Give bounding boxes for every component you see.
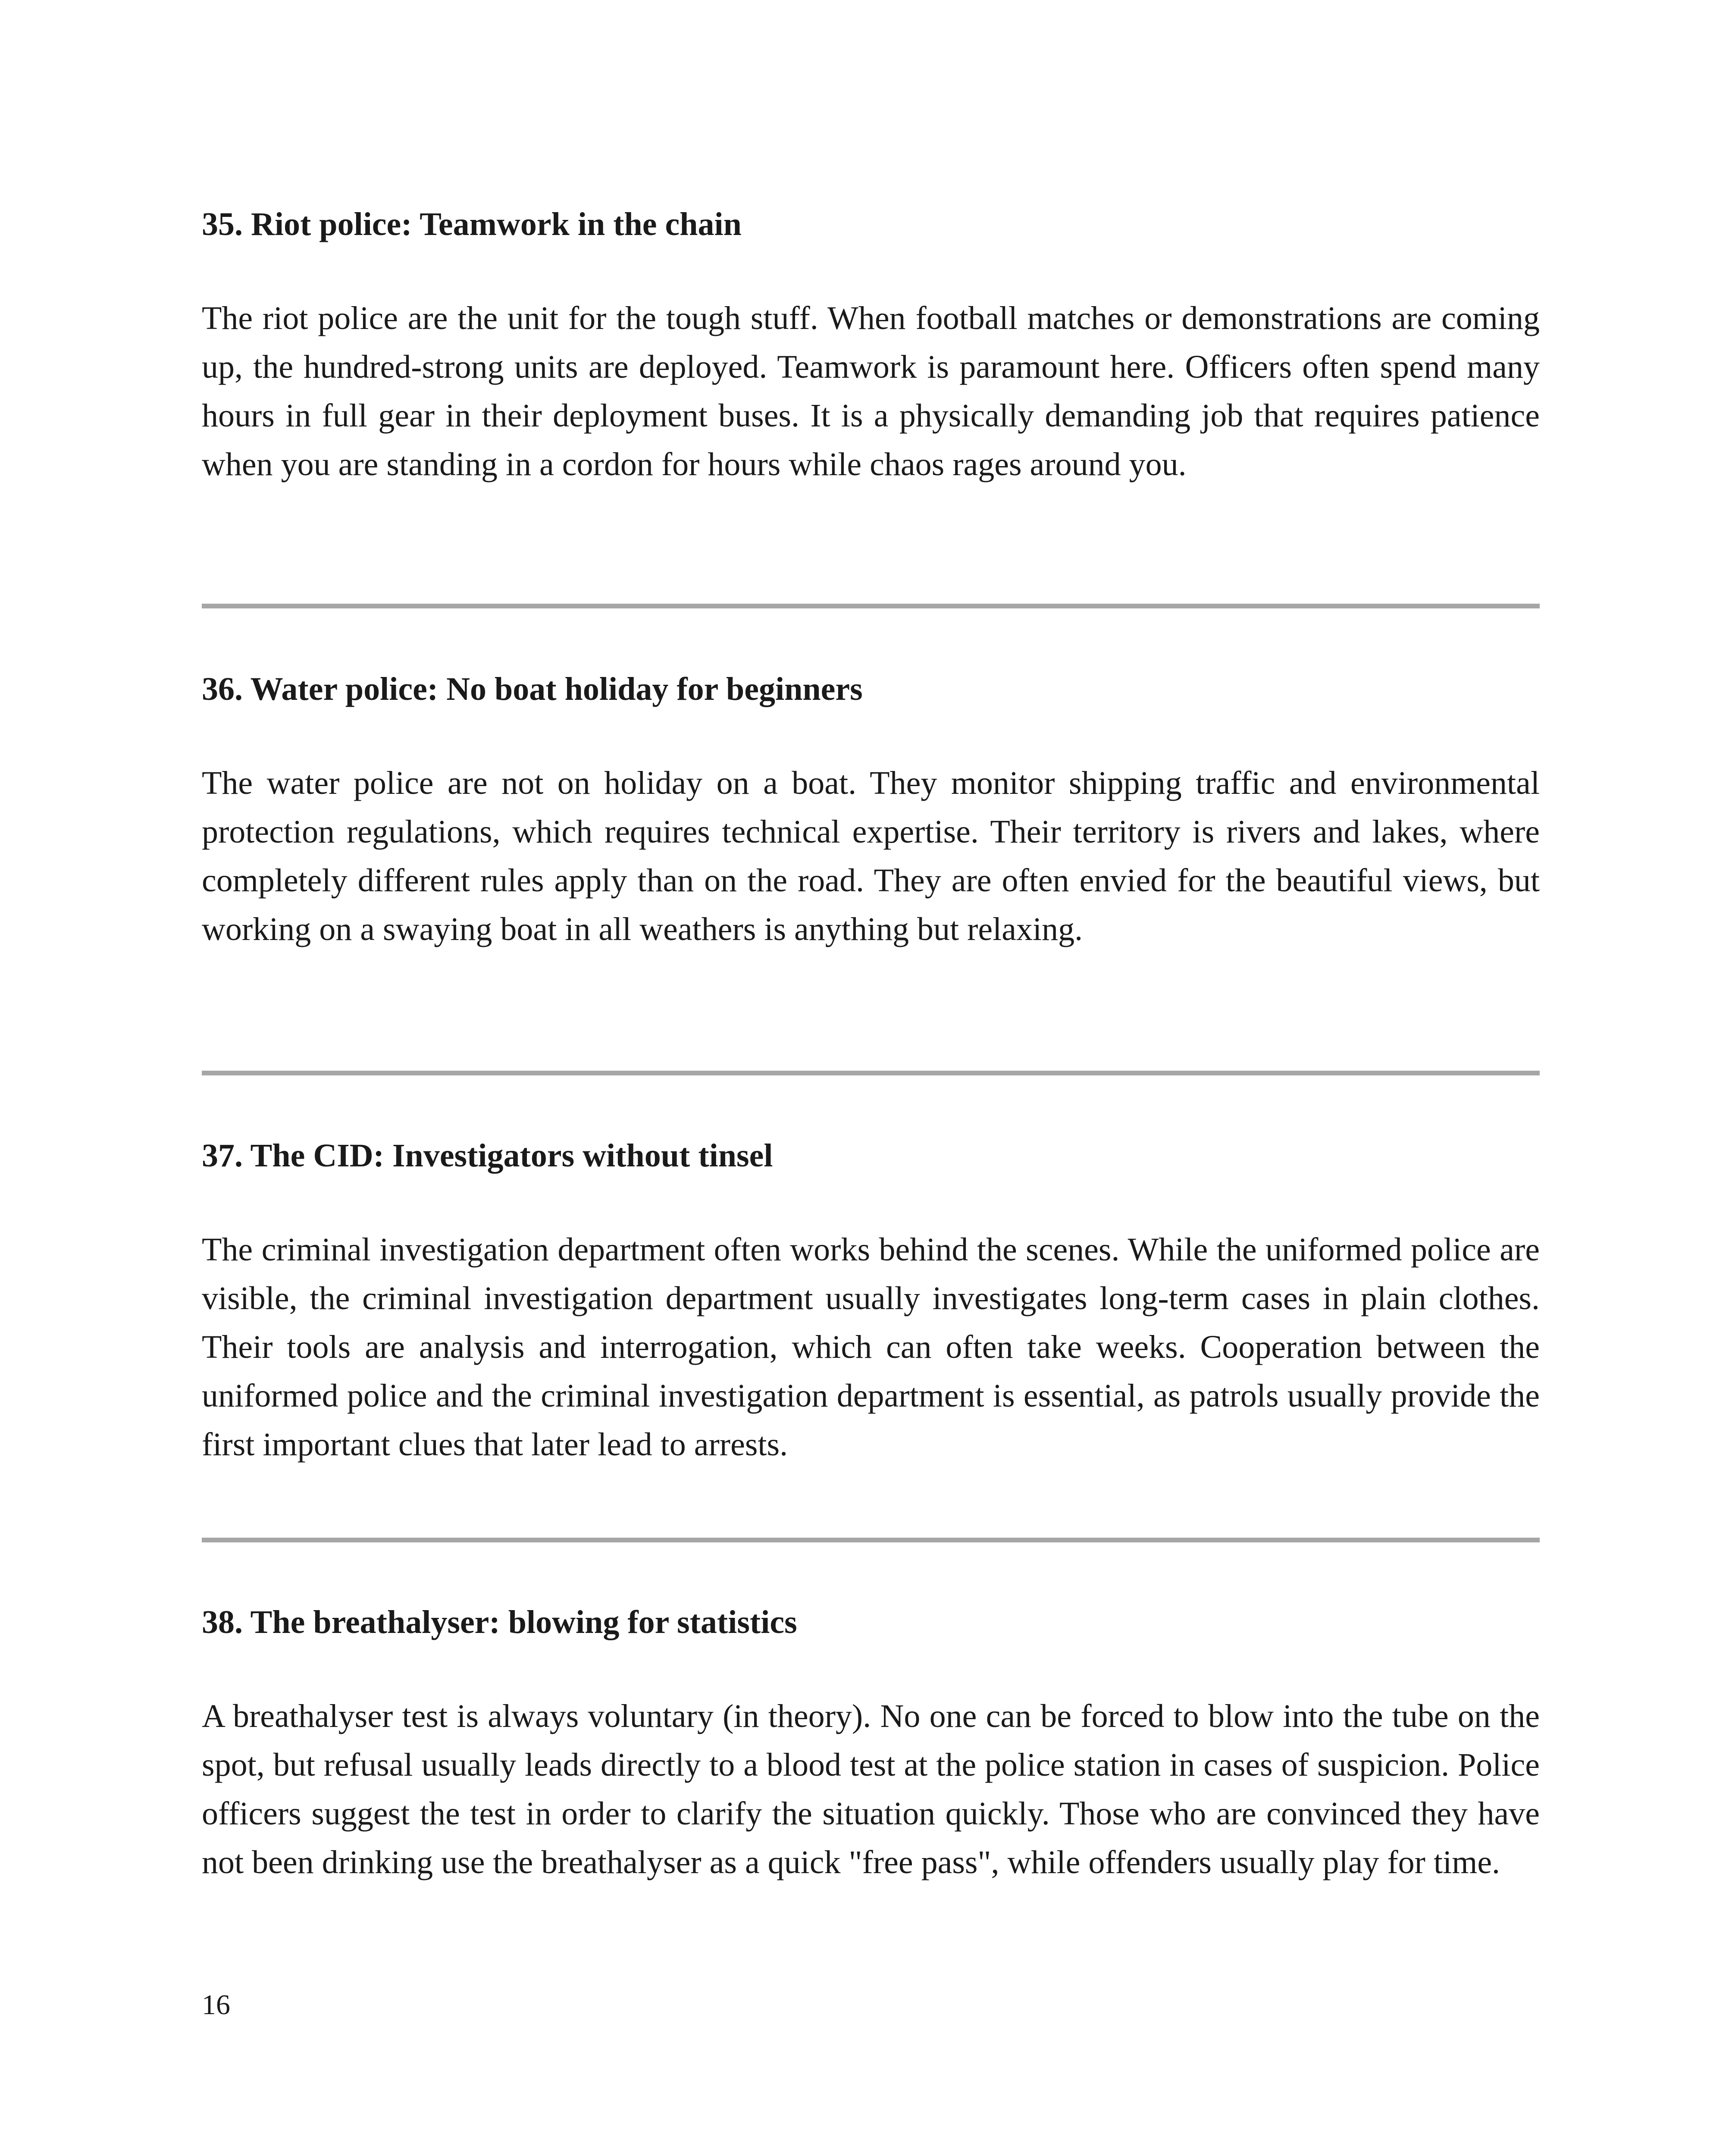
- section-36: [202, 667, 1540, 954]
- section-heading: 36. Water police: No boat holiday for beginners: [202, 671, 863, 707]
- section-body: The riot police are the unit for the tough stuff. When football matches or demonstrations are coming up, the hundred-strong units are deployed. Teamwork is paramount here. Officers often spend many hours in full gear in their deployment buses. It is a physically demanding job that requires patience when you are standing in a cordon for hours while chaos rages around you.: [202, 300, 1540, 483]
- section-divider: [202, 1071, 1540, 1075]
- section-body: The criminal investigation department often works behind the scenes. While the uniformed police are visible, the criminal investigation department usually investigates long-term cases in plain clothes. Their tools are analysis and interrogation, which can often take weeks. Cooperation between the uniformed police and the criminal investigation department is essential, as patrols usually provide the first important clues that later lead to arrests.: [202, 1232, 1540, 1463]
- section-heading: 38. The breathalyser: blowing for statistics: [202, 1604, 797, 1640]
- section-35: [202, 203, 1540, 489]
- section-divider: [202, 604, 1540, 608]
- section-37: [202, 1134, 1540, 1469]
- section-heading: 37. The CID: Investigators without tinsel: [202, 1138, 773, 1174]
- section-38: [202, 1601, 1540, 1887]
- section-body: A breathalyser test is always voluntary (in theory). No one can be forced to blow into the tube on the spot, but refusal usually leads directly to a blood test at the police station in cases of suspicion. Police officers suggest the test in order to clarify the situation quickly. Those who are convinced they have not been drinking use the breathalyser as a quick "free pass", while offenders usually play for time.: [202, 1698, 1540, 1880]
- section-heading: 35. Riot police: Teamwork in the chain: [202, 206, 742, 242]
- page-number: 16: [202, 1989, 230, 2021]
- section-divider: [202, 1538, 1540, 1542]
- section-body: The water police are not on holiday on a boat. They monitor shipping traffic and environmental protection regulations, which requires technical expertise. Their territory is rivers and lakes, where completely different rules apply than on the road. They are often envied for the beautiful views, but working on a swaying boat in all weathers is anything but relaxing.: [202, 765, 1540, 947]
